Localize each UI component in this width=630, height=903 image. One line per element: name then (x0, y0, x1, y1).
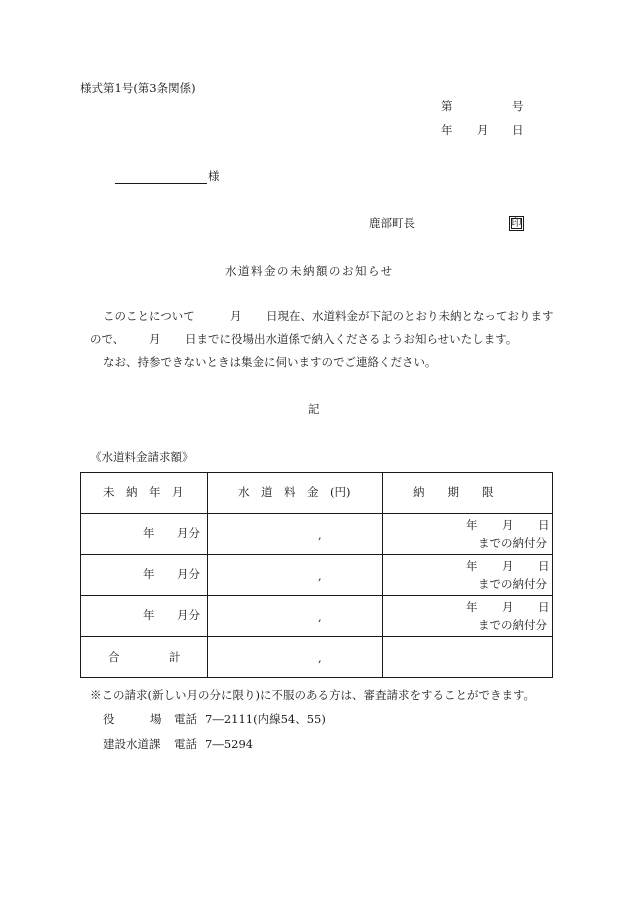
addressee-honorific: 様 (208, 169, 220, 183)
total-amount-cell: , (208, 637, 383, 678)
header-unpaid-month: 未 納 年 月 (81, 473, 208, 514)
table-row (81, 555, 553, 596)
office-label-a: 役 (103, 712, 115, 726)
body-line3: なお、持参できないときは集金に伺いますのでご連絡ください。 (103, 355, 437, 369)
review-note: ※この請求(新しい月の分に限り)に不服のある方は、審査請求をすることができます。 (90, 688, 536, 702)
body-line1-c: 日現在、水道料金が下記のとおり未納となっております (266, 309, 554, 323)
amount-cell: , (208, 514, 383, 555)
total-label-cell: 合 計 (81, 637, 208, 678)
date-month: 月 (477, 123, 489, 137)
document-title: 水道料金の未納額のお知らせ (225, 264, 394, 278)
seal-stamp: 印 (509, 216, 524, 231)
body-line1-a: このことについて (103, 309, 195, 323)
table-row (81, 514, 553, 555)
header-due-date: 納 期 限 (383, 473, 553, 514)
dept-phone-label: 電話 (174, 737, 197, 751)
dept-phone: 7―5294 (205, 737, 254, 751)
amount-cell: , (208, 555, 383, 596)
table-caption: 《水道料金請求額》 (90, 450, 194, 464)
table-header-row (81, 473, 553, 514)
due-cell: 年 月 日 までの納付分 (383, 514, 553, 555)
fee-table (80, 472, 553, 678)
due-cell: 年 月 日 までの納付分 (383, 596, 553, 637)
addressee-name-line (115, 183, 207, 184)
dept-label: 建設水道課 (103, 737, 161, 751)
doc-number-prefix: 第 (441, 99, 453, 113)
sender-name: 鹿部町長 (369, 216, 415, 230)
body-line1-month: 月 (230, 309, 242, 323)
office-phone-label: 電話 (174, 712, 197, 726)
amount-cell: , (208, 596, 383, 637)
ki-heading: 記 (308, 402, 320, 416)
header-water-fee: 水 道 料 金 (円) (208, 473, 383, 514)
period-cell: 年 月分 (81, 514, 208, 555)
body-line2-a: ので、 (90, 332, 125, 346)
doc-number-suffix: 号 (512, 99, 524, 113)
table-row (81, 596, 553, 637)
due-cell: 年 月 日 までの納付分 (383, 555, 553, 596)
date-day: 日 (512, 123, 524, 137)
period-cell: 年 月分 (81, 596, 208, 637)
form-number: 様式第1号(第3条関係) (80, 81, 196, 95)
office-label-b: 場 (150, 712, 162, 726)
body-line2-month: 月 (149, 332, 161, 346)
office-phone: 7―2111(内線54、55) (205, 712, 326, 726)
period-cell: 年 月分 (81, 555, 208, 596)
body-line2-c: 日までに役場出水道係で納入くださるようお知らせいたします。 (185, 332, 518, 346)
date-year: 年 (441, 123, 453, 137)
table-total-row (81, 637, 553, 678)
total-due-cell (383, 637, 553, 678)
